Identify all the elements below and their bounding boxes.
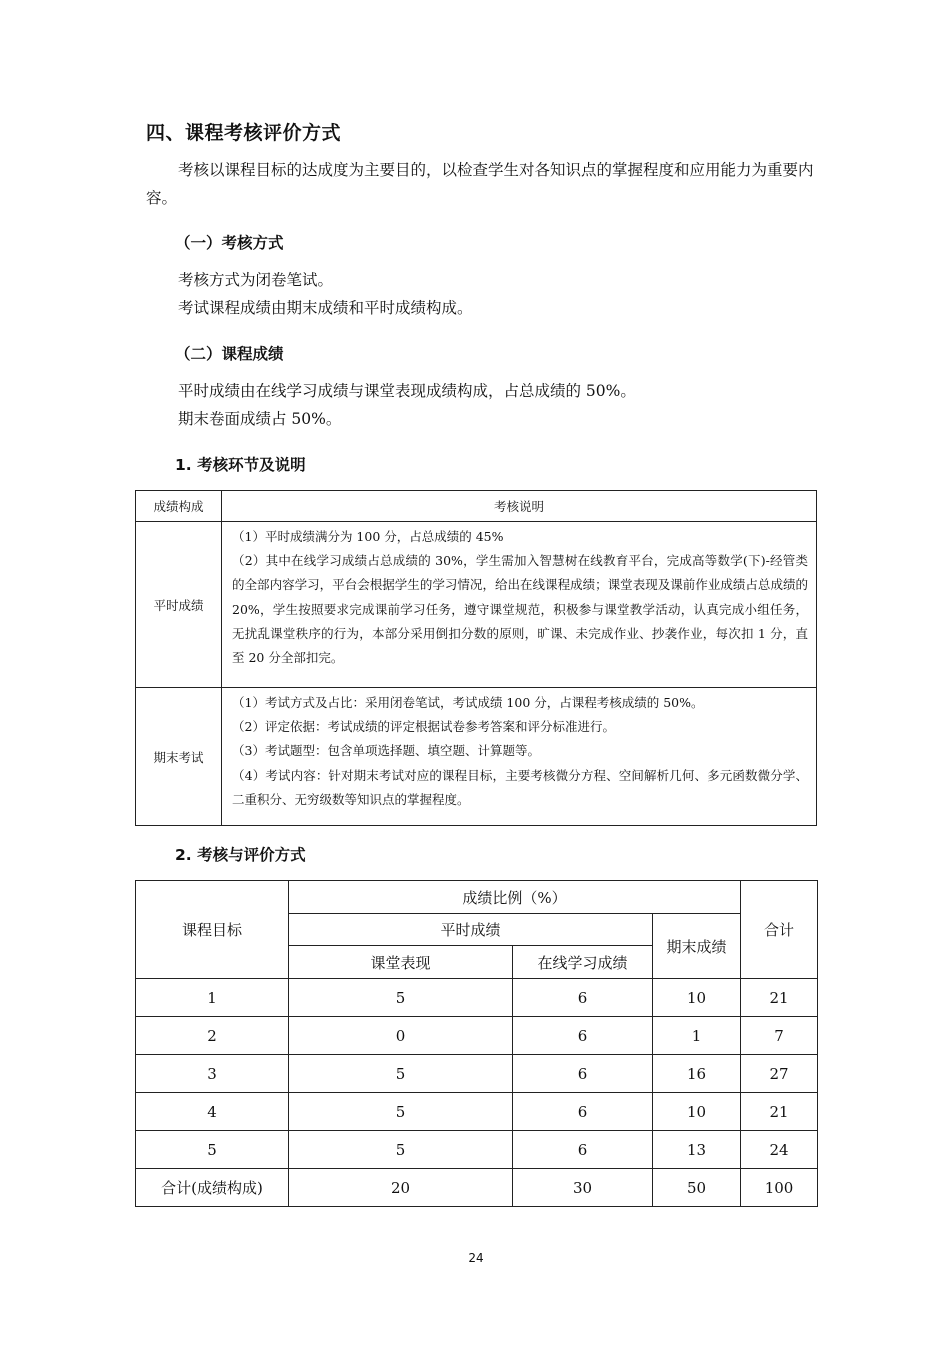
cell-class: 5 bbox=[289, 1131, 513, 1169]
row-label-final: 期末考试 bbox=[136, 688, 222, 826]
cell-final: 16 bbox=[653, 1055, 741, 1093]
sub2-line-1: 平时成绩由在线学习成绩与课堂表现成绩构成，占总成绩的 50%。 bbox=[178, 382, 636, 400]
table-row bbox=[136, 979, 818, 1017]
cell-online: 6 bbox=[513, 1017, 653, 1055]
part1-title: 1. 考核环节及说明 bbox=[175, 456, 306, 474]
cell-final: 10 bbox=[653, 979, 741, 1017]
cell-goal: 4 bbox=[136, 1093, 289, 1131]
cell-total-final: 50 bbox=[653, 1169, 741, 1207]
cell-class: 0 bbox=[289, 1017, 513, 1055]
sub1-line-2: 考试课程成绩由期末成绩和平时成绩构成。 bbox=[178, 299, 473, 317]
sub1-title: （一）考核方式 bbox=[175, 234, 284, 252]
description-item: （1）考试方式及占比：采用闭卷笔试，考试成绩 100 分，占课程考核成绩的 50%。 bbox=[232, 695, 704, 710]
header-course-goal: 课程目标 bbox=[136, 881, 289, 979]
table-row bbox=[136, 1055, 818, 1093]
table-row bbox=[136, 522, 817, 688]
header-score-ratio: 成绩比例（%） bbox=[289, 881, 741, 914]
cell-final: 1 bbox=[653, 1017, 741, 1055]
cell-class: 5 bbox=[289, 1093, 513, 1131]
table-row bbox=[136, 688, 817, 826]
description-item: （4）考试内容：针对期末考试对应的课程目标，主要考核微分方程、空间解析几何、多元函数微分学、二重积分、无穷级数等知识点的掌握程度。 bbox=[232, 767, 808, 807]
table-row bbox=[136, 1017, 818, 1055]
table-total-row bbox=[136, 1169, 818, 1207]
cell-total: 21 bbox=[741, 1093, 818, 1131]
table-header-composition: 成绩构成 bbox=[136, 491, 222, 522]
evaluation-table bbox=[135, 880, 818, 1207]
description-item: （2）其中在线学习成绩占总成绩的 30%，学生需加入智慧树在线教育平台，完成高等数学(下)-经管类的全部内容学习，平台会根据学生的学习情况，给出在线课程成绩；课堂表现及课前作业成绩占总成绩的 20%，学生按照要求完成课前学习任务，遵守课堂规范，积极参与课堂教学活动，认真完成小组任务，无扰乱课堂秩序的行为，本部分采用倒扣分数的原则，旷课、未完成作业、抄袭作业，每次扣 1 分，直至 20 分全部扣完。 bbox=[232, 553, 808, 666]
cell-total: 21 bbox=[741, 979, 818, 1017]
cell-total: 24 bbox=[741, 1131, 818, 1169]
cell-goal: 1 bbox=[136, 979, 289, 1017]
cell-online: 6 bbox=[513, 1055, 653, 1093]
cell-goal: 2 bbox=[136, 1017, 289, 1055]
cell-total-label: 合计(成绩构成) bbox=[136, 1169, 289, 1207]
header-usual-score: 平时成绩 bbox=[289, 914, 653, 946]
cell-total-online: 30 bbox=[513, 1169, 653, 1207]
sub2-line-2: 期末卷面成绩占 50%。 bbox=[178, 410, 342, 428]
cell-total: 27 bbox=[741, 1055, 818, 1093]
section-title: 四、课程考核评价方式 bbox=[146, 122, 342, 144]
table-header-description: 考核说明 bbox=[222, 491, 817, 522]
sub1-line-1: 考核方式为闭卷笔试。 bbox=[178, 271, 334, 289]
cell-class: 5 bbox=[289, 1055, 513, 1093]
header-final-score: 期末成绩 bbox=[653, 914, 741, 979]
row-description-final bbox=[222, 688, 817, 826]
cell-online: 6 bbox=[513, 1131, 653, 1169]
cell-goal: 5 bbox=[136, 1131, 289, 1169]
row-label-usual: 平时成绩 bbox=[136, 522, 222, 688]
description-item: （3）考试题型：包含单项选择题、填空题、计算题等。 bbox=[232, 743, 540, 759]
cell-online: 6 bbox=[513, 979, 653, 1017]
cell-online: 6 bbox=[513, 1093, 653, 1131]
cell-total-total: 100 bbox=[741, 1169, 818, 1207]
description-item: （2）评定依据：考试成绩的评定根据试卷参考答案和评分标准进行。 bbox=[232, 719, 615, 735]
assessment-table bbox=[135, 490, 817, 826]
page-number: 24 bbox=[468, 1251, 484, 1265]
header-class-performance: 课堂表现 bbox=[289, 946, 513, 979]
cell-final: 13 bbox=[653, 1131, 741, 1169]
header-online-learning: 在线学习成绩 bbox=[513, 946, 653, 979]
description-item: （1）平时成绩满分为 100 分，占总成绩的 45% bbox=[232, 529, 504, 544]
sub2-title: （二）课程成绩 bbox=[175, 345, 284, 363]
section-intro: 考核以课程目标的达成度为主要目的，以检查学生对各知识点的掌握程度和应用能力为重要内容。 bbox=[146, 161, 814, 207]
header-total: 合计 bbox=[741, 881, 818, 979]
cell-class: 5 bbox=[289, 979, 513, 1017]
table-row bbox=[136, 1093, 818, 1131]
part2-title: 2. 考核与评价方式 bbox=[175, 846, 306, 864]
cell-goal: 3 bbox=[136, 1055, 289, 1093]
cell-total: 7 bbox=[741, 1017, 818, 1055]
cell-total-usual: 20 bbox=[289, 1169, 513, 1207]
row-description-usual bbox=[222, 522, 817, 688]
cell-final: 10 bbox=[653, 1093, 741, 1131]
table-row bbox=[136, 1131, 818, 1169]
